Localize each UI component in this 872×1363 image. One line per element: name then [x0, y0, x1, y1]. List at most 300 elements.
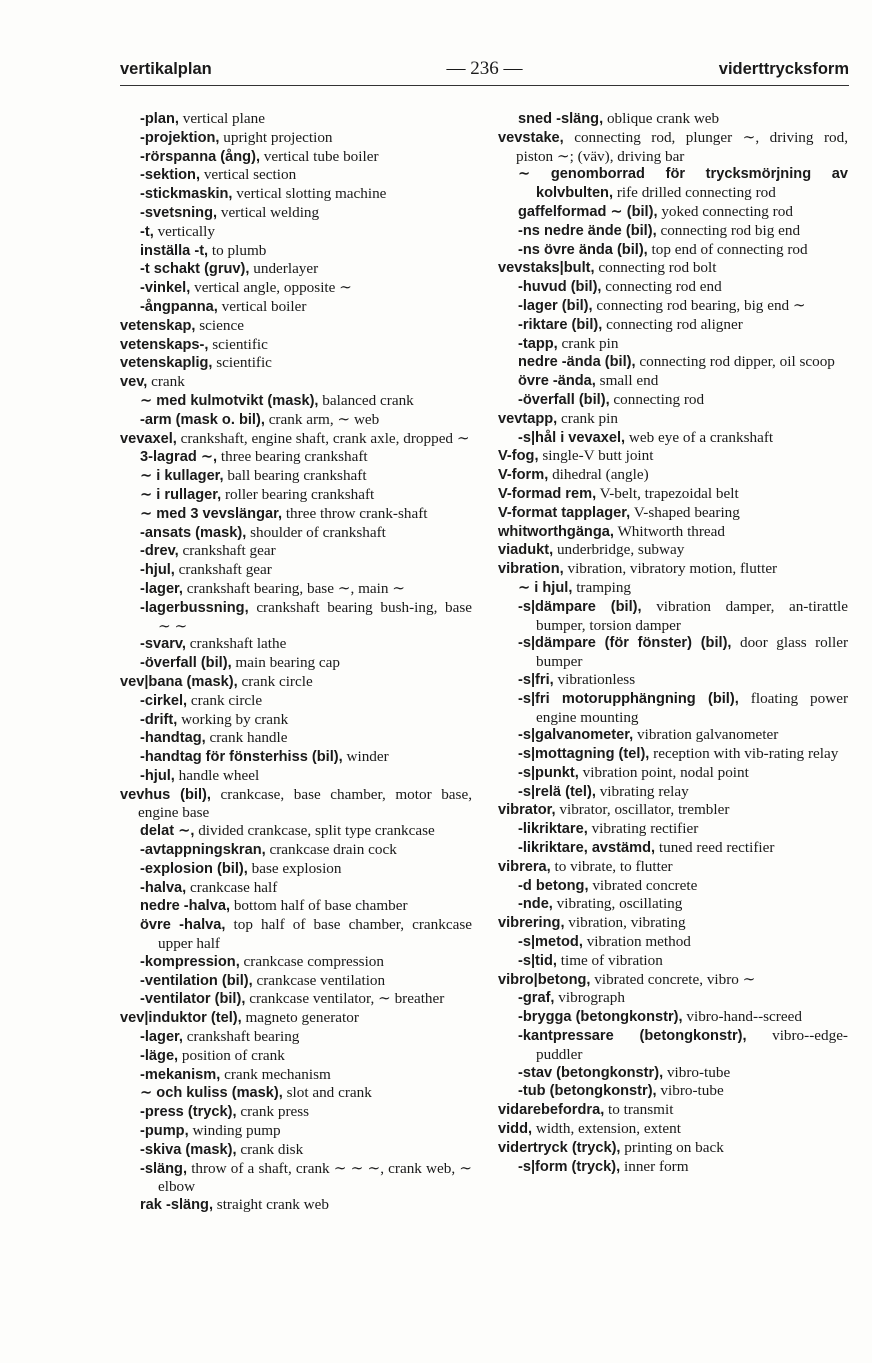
headword: -lager, — [140, 580, 183, 597]
translation: connecting rod bearing, big end ∼ — [596, 296, 806, 314]
dictionary-subentry — [120, 204, 472, 223]
dictionary-subentry — [120, 129, 472, 148]
headword: ∼ i hjul, — [518, 579, 573, 596]
translation: printing on back — [624, 1138, 724, 1156]
dictionary-entry — [120, 430, 472, 449]
headword: -handtag för fönsterhiss (bil), — [140, 749, 343, 766]
dictionary-subentry — [498, 634, 848, 671]
translation: divided crankcase, split type crankcase — [198, 822, 435, 840]
dictionary-subentry — [120, 524, 472, 543]
translation: crankcase, base chamber, motor base, engine base — [138, 785, 472, 822]
translation: yoked connecting rod — [661, 202, 793, 220]
headword: -s|dämpare (för fönster) (bil), — [518, 635, 732, 652]
dictionary-subentry — [120, 635, 472, 654]
dictionary-subentry — [498, 745, 848, 764]
translation: oblique crank web — [606, 110, 720, 127]
headword: vibrator, — [498, 802, 556, 819]
dictionary-subentry — [120, 486, 472, 505]
headword: -s|form (tryck), — [518, 1158, 621, 1175]
dictionary-entry — [498, 504, 848, 523]
headword: -s|mottagning (tel), — [518, 746, 650, 763]
translation: connecting rod bolt — [598, 259, 717, 277]
headword: 3-lagrad ∼, — [140, 449, 218, 466]
translation: to transmit — [608, 1101, 674, 1119]
translation: floating power engine mounting — [536, 689, 849, 726]
translation: three bearing crankshaft — [220, 448, 368, 466]
translation: vibration point, nodal point — [582, 763, 749, 781]
headword: -t, — [140, 223, 154, 240]
dictionary-subentry — [498, 933, 848, 952]
dictionary-subentry — [120, 916, 472, 953]
translation: balanced crank — [322, 391, 414, 409]
dictionary-subentry — [498, 297, 848, 316]
translation: vibration, vibratory motion, flutter — [567, 560, 778, 578]
translation: throw of a shaft, crank ∼ ∼ ∼, crank web, ∼ elbow — [158, 1159, 473, 1196]
translation: vibrograph — [558, 989, 625, 1007]
translation: vibro-tube — [666, 1063, 731, 1081]
headword: -svetsning, — [140, 204, 218, 221]
headword: -pump, — [140, 1123, 189, 1140]
translation: vertical plane — [182, 110, 265, 127]
headword: -likriktare, avstämd, — [518, 840, 656, 857]
translation: vibro--edge-puddler — [536, 1027, 848, 1063]
dictionary-subentry — [498, 165, 848, 203]
headword: vetenskaps-, — [120, 336, 209, 353]
dictionary-subentry — [120, 767, 472, 786]
headword: ∼ med kulmotvikt (mask), — [140, 392, 319, 409]
translation: width, extension, extent — [535, 1120, 681, 1138]
dictionary-subentry — [120, 542, 472, 561]
headword: -avtappningskran, — [140, 842, 266, 859]
headword: -s|galvanometer, — [518, 727, 634, 744]
dictionary-entry — [120, 373, 472, 392]
dictionary-subentry — [498, 1082, 848, 1101]
translation: top end of connecting rod — [651, 240, 808, 258]
translation: base explosion — [251, 859, 342, 877]
dictionary-subentry — [498, 372, 848, 391]
headword: -brygga (betongkonstr), — [518, 1009, 683, 1026]
dictionary-subentry — [120, 1028, 472, 1047]
headword: -lagerbussning, — [140, 599, 249, 616]
dictionary-subentry — [120, 841, 472, 860]
translation: crankcase ventilator, ∼ breather — [249, 990, 445, 1008]
headword: -ångpanna, — [140, 298, 218, 315]
headword: -ns övre ända (bil), — [518, 241, 648, 258]
translation: rife drilled connecting rod — [616, 184, 776, 202]
translation: roller bearing crankshaft — [224, 485, 375, 503]
translation: science — [199, 316, 244, 334]
translation: vibration galvanometer — [637, 726, 779, 744]
left-column — [120, 110, 472, 1215]
translation: underbridge, subway — [556, 541, 685, 559]
headword: ∼ och kuliss (mask), — [140, 1085, 283, 1102]
headword: -arm (mask o. bil), — [140, 411, 265, 428]
dictionary-subentry — [498, 429, 848, 448]
dictionary-subentry — [120, 692, 472, 711]
translation: dihedral (angle) — [552, 466, 649, 484]
dictionary-subentry — [120, 897, 472, 916]
dictionary-subentry — [498, 598, 848, 635]
translation: connecting rod end — [605, 278, 722, 296]
translation: vibrated concrete — [592, 876, 698, 894]
translation: magneto generator — [245, 1009, 359, 1027]
dictionary-subentry — [498, 1064, 848, 1083]
headword: -s|tid, — [518, 952, 557, 969]
dictionary-entry — [498, 541, 848, 560]
headword: ∼ genomborrad för trycksmörjning av kolvbulten, — [518, 166, 848, 202]
translation: Whitworth thread — [617, 522, 726, 540]
headword: -t schakt (gruv), — [140, 261, 250, 278]
headword: vev|induktor (tel), — [120, 1010, 242, 1027]
translation: scientific — [212, 335, 268, 353]
headword: ∼ med 3 vevslängar, — [140, 505, 283, 522]
dictionary-subentry — [498, 820, 848, 839]
headword: -överfall (bil), — [518, 391, 610, 408]
headword: vevhus (bil), — [120, 786, 211, 803]
dictionary-entry — [120, 1009, 472, 1028]
translation: vibration method — [586, 933, 691, 951]
translation: underlayer — [253, 260, 319, 278]
dictionary-subentry — [120, 242, 472, 261]
headword: viadukt, — [498, 542, 554, 559]
dictionary-subentry — [498, 671, 848, 690]
dictionary-subentry — [498, 690, 848, 727]
dictionary-subentry — [120, 110, 472, 129]
headword: -explosion (bil), — [140, 860, 248, 877]
headword: -s|fri, — [518, 671, 554, 688]
translation: crank pin — [561, 334, 619, 352]
dictionary-subentry — [498, 335, 848, 354]
headword: -projektion, — [140, 129, 220, 146]
translation: crankcase drain cock — [269, 841, 397, 859]
translation: connecting rod dipper, oil scoop — [639, 353, 835, 371]
headword: -s|dämpare (bil), — [518, 598, 642, 615]
dictionary-entry — [498, 466, 848, 485]
translation: slot and crank — [286, 1084, 372, 1102]
headword: -ansats (mask), — [140, 524, 247, 541]
translation: connecting rod big end — [660, 221, 801, 239]
dictionary-entry — [498, 560, 848, 579]
dictionary-entry — [120, 786, 472, 823]
headword: -plan, — [140, 111, 179, 127]
dictionary-subentry — [120, 953, 472, 972]
translation: vibro-tube — [660, 1082, 724, 1100]
headword: gaffelformad ∼ (bil), — [518, 203, 658, 220]
translation: inner form — [624, 1157, 689, 1175]
dictionary-subentry — [120, 879, 472, 898]
dictionary-subentry — [120, 990, 472, 1009]
translation: crank press — [240, 1103, 310, 1121]
translation: vertical boiler — [221, 297, 307, 315]
dictionary-entry — [498, 971, 848, 990]
headword: V-format tapplager, — [498, 504, 631, 521]
dictionary-entry — [498, 914, 848, 933]
dictionary-entry — [498, 485, 848, 504]
headword: -graf, — [518, 990, 555, 1007]
translation: vibration, vibrating — [568, 914, 686, 932]
dictionary-entry — [498, 1139, 848, 1158]
dictionary-subentry — [120, 223, 472, 242]
headword: ∼ i rullager, — [140, 486, 222, 503]
headword: -läge, — [140, 1047, 179, 1064]
dictionary-subentry — [498, 579, 848, 598]
dictionary-subentry — [498, 1027, 848, 1064]
headword: -stav (betongkonstr), — [518, 1064, 664, 1081]
translation: to plumb — [211, 241, 267, 259]
page-header — [120, 57, 849, 86]
translation: winder — [346, 748, 389, 766]
dictionary-subentry — [120, 279, 472, 298]
translation: vertically — [157, 222, 215, 240]
headword: vevtapp, — [498, 410, 558, 427]
headword: vidertryck (tryck), — [498, 1139, 621, 1156]
dictionary-entry — [120, 336, 472, 355]
translation: to vibrate, to flutter — [554, 857, 673, 875]
dictionary-entry — [498, 447, 848, 466]
dictionary-subentry — [120, 1141, 472, 1160]
dictionary-subentry — [498, 203, 848, 222]
dictionary-subentry — [120, 729, 472, 748]
headword: vidarebefordra, — [498, 1102, 605, 1119]
dictionary-subentry — [120, 972, 472, 991]
dictionary-subentry — [498, 222, 848, 241]
dictionary-subentry — [498, 952, 848, 971]
dictionary-subentry — [120, 166, 472, 185]
dictionary-subentry — [120, 860, 472, 879]
translation: crank arm, ∼ web — [268, 410, 380, 428]
headword: vev, — [120, 374, 148, 391]
translation: crank circle — [190, 691, 263, 709]
headword: -kantpressare (betongkonstr), — [518, 1028, 747, 1045]
headword: övre -halva, — [140, 917, 226, 934]
headword: nedre -ända (bil), — [518, 354, 636, 371]
translation: vibrationless — [557, 670, 636, 688]
headword: -överfall (bil), — [140, 655, 232, 672]
page-number: — 236 — — [446, 58, 523, 79]
headword: -riktare (bil), — [518, 316, 603, 333]
dictionary-subentry — [120, 599, 472, 636]
dictionary-subentry — [120, 148, 472, 167]
headword: -s|metod, — [518, 934, 583, 951]
headword: V-form, — [498, 467, 549, 484]
headword: whitworthgänga, — [498, 523, 614, 540]
headword: inställa -t, — [140, 242, 209, 259]
headword: vevaxel, — [120, 430, 177, 447]
translation: tramping — [576, 578, 632, 596]
translation: V-shaped bearing — [633, 503, 740, 521]
headword: vevstaks|bult, — [498, 260, 595, 277]
translation: V-belt, trapezoidal belt — [599, 484, 739, 502]
dictionary-subentry — [498, 989, 848, 1008]
translation: web eye of a crankshaft — [628, 428, 774, 446]
headword: -drift, — [140, 711, 178, 728]
translation: crank mechanism — [224, 1065, 331, 1083]
dictionary-entry — [498, 410, 848, 429]
translation: shoulder of crankshaft — [250, 523, 386, 541]
translation: reception with vib-rating relay — [653, 745, 839, 763]
headword: -hjul, — [140, 767, 175, 784]
dictionary-subentry — [498, 353, 848, 372]
headword: -mekanism, — [140, 1066, 221, 1083]
translation: winding pump — [192, 1122, 281, 1140]
translation: straight crank web — [216, 1196, 329, 1214]
headword: vetenskap, — [120, 317, 196, 334]
headword: -kompression, — [140, 953, 240, 970]
headword: ∼ i kullager, — [140, 468, 224, 485]
dictionary-entry — [498, 1120, 848, 1139]
dictionary-subentry — [120, 1066, 472, 1085]
dictionary-subentry — [498, 278, 848, 297]
headword: -halva, — [140, 879, 187, 896]
translation: vibro-hand--screed — [686, 1008, 802, 1026]
dictionary-subentry — [498, 764, 848, 783]
dictionary-subentry — [120, 467, 472, 486]
headword: V-fog, — [498, 448, 539, 465]
dictionary-subentry — [498, 895, 848, 914]
headword: -press (tryck), — [140, 1104, 237, 1121]
dictionary-subentry — [498, 726, 848, 745]
headword: sned -släng, — [518, 111, 604, 127]
dictionary-entry — [498, 1101, 848, 1120]
translation: vertical welding — [220, 203, 320, 221]
headword: V-formad rem, — [498, 485, 597, 502]
headword: -s|relä (tel), — [518, 783, 596, 800]
translation: tuned reed rectifier — [658, 839, 775, 857]
headword: -lager, — [140, 1029, 183, 1046]
headword: vevstake, — [498, 129, 564, 146]
dictionary-subentry — [120, 822, 472, 841]
dictionary-subentry — [498, 839, 848, 858]
translation: crank — [151, 373, 185, 391]
translation: top half of base chamber, crankcase upper half — [158, 916, 472, 953]
translation: upright projection — [223, 128, 333, 146]
dictionary-subentry — [120, 1160, 472, 1197]
dictionary-subentry — [120, 580, 472, 599]
headword: -svarv, — [140, 636, 186, 653]
headword: -sektion, — [140, 167, 201, 184]
dictionary-subentry — [498, 316, 848, 335]
headword: -ns nedre ände (bil), — [518, 222, 657, 239]
right-guide-word: viderttrycksform — [718, 60, 849, 78]
translation: main bearing cap — [235, 654, 340, 672]
translation: position of crank — [181, 1046, 285, 1064]
dictionary-entry — [498, 801, 848, 820]
translation: crankshaft gear — [178, 561, 272, 579]
headword: -stickmaskin, — [140, 186, 233, 203]
translation: handle wheel — [178, 766, 260, 784]
headword: -släng, — [140, 1160, 188, 1177]
dictionary-entry — [498, 259, 848, 278]
headword: -rörspanna (ång), — [140, 148, 260, 165]
translation: vibrator, oscillator, trembler — [559, 801, 730, 819]
headword: vibro|betong, — [498, 971, 591, 988]
translation: vertical slotting machine — [236, 185, 387, 203]
dictionary-subentry — [498, 783, 848, 802]
dictionary-subentry — [120, 748, 472, 767]
translation: crankcase ventilation — [256, 971, 386, 989]
translation: crankshaft bearing, base ∼, main ∼ — [186, 579, 405, 597]
translation: crankcase compression — [243, 952, 384, 970]
translation: crank handle — [209, 729, 288, 747]
dictionary-entry — [120, 354, 472, 373]
translation: vertical tube boiler — [263, 147, 379, 165]
dictionary-subentry — [498, 110, 848, 129]
translation: vibrating rectifier — [591, 820, 699, 838]
dictionary-entry — [498, 129, 848, 166]
translation: crankshaft bearing — [186, 1028, 300, 1046]
dictionary-entry — [120, 673, 472, 692]
translation: vertical angle, opposite ∼ — [194, 279, 352, 297]
dictionary-subentry — [498, 391, 848, 410]
translation: small end — [599, 372, 659, 390]
dictionary-subentry — [498, 241, 848, 260]
headword: vibrering, — [498, 915, 565, 932]
headword: -lager (bil), — [518, 297, 593, 314]
dictionary-subentry — [120, 654, 472, 673]
headword: -ventilator (bil), — [140, 991, 246, 1008]
dictionary-subentry — [498, 1158, 848, 1177]
translation: connecting rod — [613, 390, 705, 408]
translation: ball bearing crankshaft — [227, 467, 367, 485]
headword: -s|punkt, — [518, 764, 579, 781]
translation: time of vibration — [560, 951, 663, 969]
translation: crank circle — [241, 672, 313, 690]
translation: connecting rod, plunger ∼, driving rod, piston ∼; (väv), driving bar — [516, 128, 848, 165]
headword: rak -släng, — [140, 1197, 213, 1214]
headword: -likriktare, — [518, 821, 588, 838]
headword: vev|bana (mask), — [120, 673, 238, 690]
right-column — [498, 110, 848, 1176]
headword: -cirkel, — [140, 692, 188, 709]
translation: crankshaft lathe — [189, 635, 287, 653]
translation: scientific — [216, 354, 272, 372]
dictionary-subentry — [120, 185, 472, 204]
headword: -handtag, — [140, 730, 206, 747]
dictionary-subentry — [120, 505, 472, 524]
translation: door glass roller bumper — [536, 634, 848, 671]
headword: -hjul, — [140, 562, 175, 579]
dictionary-subentry — [120, 561, 472, 580]
dictionary-subentry — [120, 711, 472, 730]
dictionary-subentry — [498, 877, 848, 896]
translation: vibrated concrete, vibro ∼ — [594, 970, 756, 988]
dictionary-subentry — [120, 1122, 472, 1141]
translation: bottom half of base chamber — [233, 897, 408, 915]
translation: single-V butt joint — [542, 447, 654, 465]
dictionary-subentry — [498, 1008, 848, 1027]
dictionary-subentry — [120, 260, 472, 279]
translation: vibration damper, an-tirattle bumper, torsion damper — [536, 597, 849, 634]
dictionary-subentry — [120, 1196, 472, 1215]
headword: -s|hål i vevaxel, — [518, 429, 626, 446]
headword: -skiva (mask), — [140, 1141, 237, 1158]
translation: crankshaft gear — [182, 542, 276, 560]
headword: -nde, — [518, 896, 553, 913]
dictionary-subentry — [120, 1084, 472, 1103]
headword: -tub (betongkonstr), — [518, 1083, 657, 1100]
left-guide-word: vertikalplan — [120, 60, 212, 78]
dictionary-subentry — [120, 1103, 472, 1122]
headword: -drev, — [140, 543, 179, 560]
dictionary-subentry — [120, 448, 472, 467]
headword: -s|fri motorupphängning (bil), — [518, 690, 739, 707]
translation: crankcase half — [190, 878, 278, 896]
translation: working by crank — [181, 710, 289, 728]
translation: crankshaft, engine shaft, crank axle, dropped ∼ — [180, 429, 470, 447]
dictionary-subentry — [120, 1047, 472, 1066]
headword: delat ∼, — [140, 823, 195, 840]
headword: nedre -halva, — [140, 898, 231, 915]
